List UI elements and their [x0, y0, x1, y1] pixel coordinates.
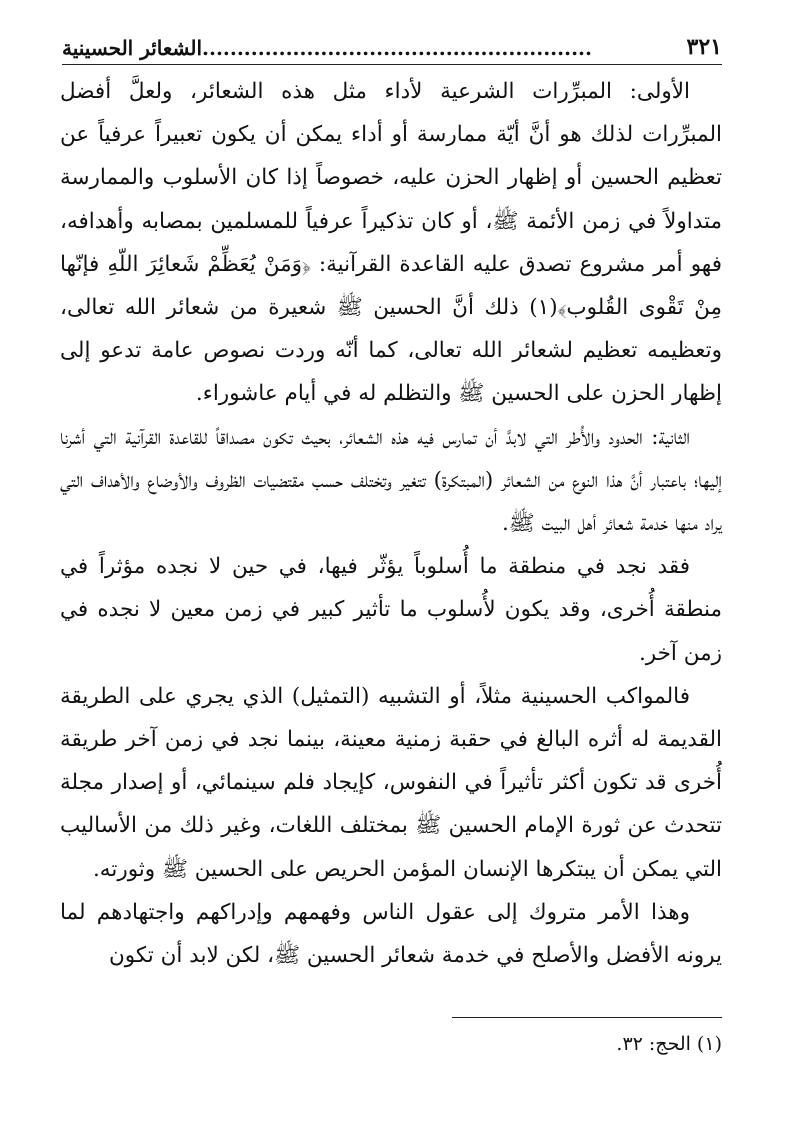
paragraph-style-region: فقد نجد في منطقة ما أُسلوباً يؤثّر فيها، في حين لا نجده مؤثراً في منطقة أُخرى، وقد يكون لأُسلوب ما تأثير كبير في زمن معين لا نجده في زمن آخر. [60, 554, 722, 666]
header-leader: ........................................................ [202, 36, 592, 60]
header-title: الشعائر الحسينية [62, 36, 203, 60]
header-title-group [62, 36, 592, 60]
paragraph-first-reason: الأولى: المبرِّرات الشرعية لأداء مثل هذه الشعائر، ولعلَّ أفضل المبرِّرات لذلك هو أنَّ أيّة ممارسة أو أداء يمكن أن يكون تعبيراً عرفياً عن تعظيم الحسين أو إظهار الحزن عليه، خصوصاً إذا كان الأسلوب والممارسة متداولاً في زمن الأئمة ﷺ، أو كان تذكيراً عرفياً للمسلمين بمصابه وأهدافه، فهو أمر مشروع تصدق عليه القاعدة القرآنية: ﴿وَمَنْ يُعَظِّمْ شَعائِرَ اللّهِ فإنّها مِنْ تَقْوى القُلوب﴾(١) ذلك أنَّ الحسين ﷺ شعيرة من شعائر الله تعالى، وتعظيمه تعظيم لشعائر الله تعالى، كما أنّه وردت نصوص عامة تدعو إلى إظهار الحزن على الحسين ﷺ والتظلم له في أيام عاشوراء. [60, 79, 722, 407]
page-number: ٣٢١ [686, 34, 722, 60]
paragraph-second-limits: الثانية: الحدود والأُطر التي لابدَّ أن تمارس فيه هذه الشعائر، بحيث تكون مصداقاً للقاعدة القرآنية التي أشرنا إليها؛ باعتبار أنَّ هذا النوع من الشعائر (المبتكرة) تتغير وتختلف حسب مقتضيات الظروف والأوضاع والأهداف التي يراد منها خدمة شعائر أهل البيت ﷺ. [60, 424, 722, 537]
paragraph-processions: فالمواكب الحسينية مثلاً، أو التشبيه (التمثيل) الذي يجري على الطريقة القديمة له أثره البالغ في حقبة زمنية معينة، بينما نجد في زمن آخر طريقة أُخرى قد تكون أكثر تأثيراً في النفوس، كإيجاد فلم سينمائي، أو إصدار مجلة تتحدث عن ثورة الإمام الحسين ﷺ بمختلف اللغات، وغير ذلك من الأساليب التي يمكن أن يبتكرها الإنسان المؤمن الحريص على الحسين ﷺ وثورته. [60, 683, 722, 882]
running-header [62, 30, 722, 65]
main-text [60, 70, 722, 977]
footnote: (١) الحج: ٣٢. [616, 1033, 722, 1055]
footnote-divider [452, 1017, 722, 1018]
paragraph-left-to-people: وهذا الأمر متروك إلى عقول الناس وفهمهم وإدراكهم واجتهادهم لما يرونه الأفضل والأصلح في خدمة شعائر الحسين ﷺ، لكن لابد أن تكون [60, 899, 722, 969]
